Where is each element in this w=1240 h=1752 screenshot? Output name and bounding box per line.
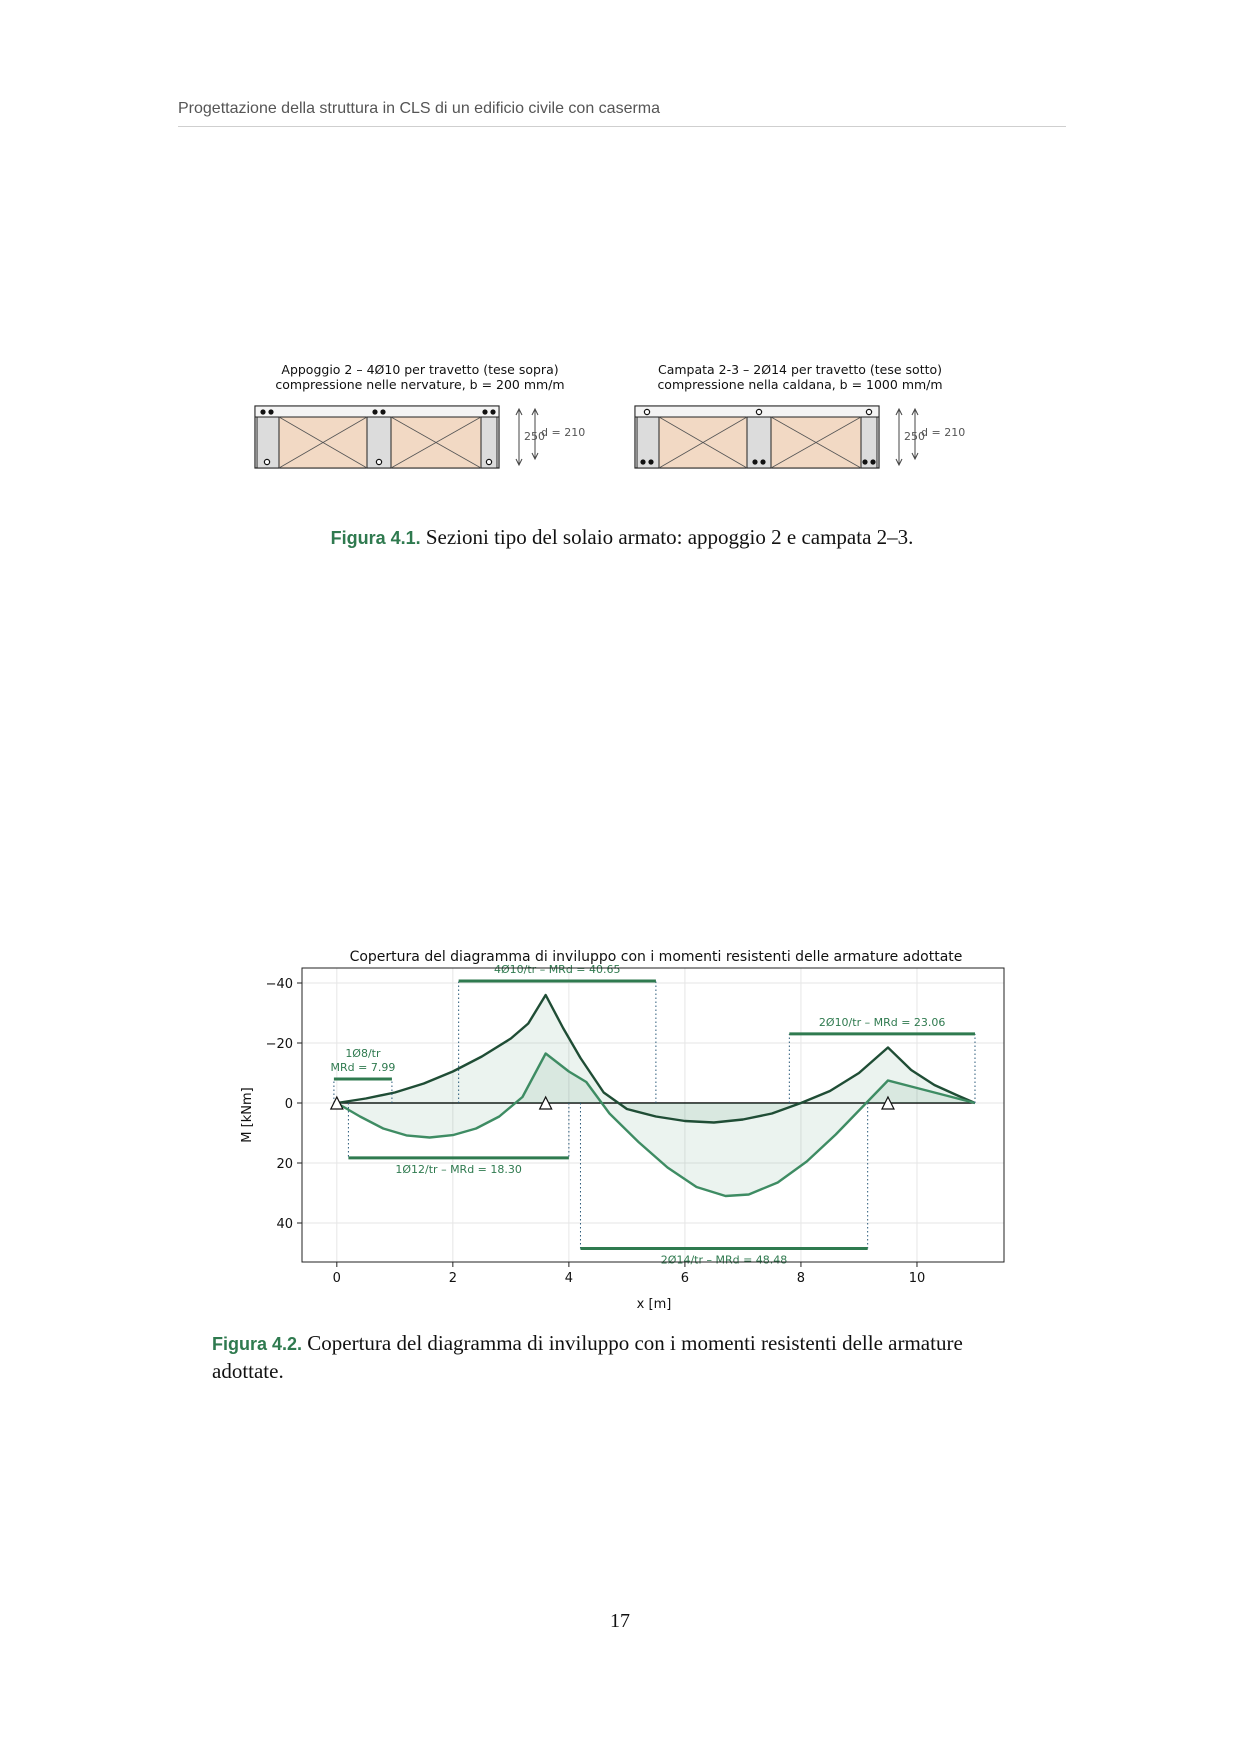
sec1-top-bar-0 [644, 409, 649, 414]
figure2-caption-text: Copertura del diagramma di inviluppo con i momenti resistenti delle armature adottate. [212, 1331, 963, 1383]
figure2-caption [212, 1330, 1032, 1385]
x-tick-label-1: 2 [448, 1271, 457, 1286]
x-tick-label-3: 6 [680, 1271, 690, 1286]
sec0-d-label: d = 210 [541, 426, 586, 439]
page-number: 17 [610, 1610, 630, 1632]
y-tick-label-1: −20 [265, 1037, 293, 1052]
sec0-bottom-bar-2 [486, 459, 491, 464]
figure1-caption-label: Figura 4.1. [330, 528, 421, 548]
sec1-bottom-bar-0b [648, 459, 653, 464]
mrd-0-label-1: 1Ø8/tr [345, 1047, 381, 1061]
sec0-top-bar-1a [372, 409, 377, 414]
sec1-bottom-bar-2a [862, 459, 867, 464]
chart-ylabel: M [kNm] [240, 1087, 255, 1143]
sec1-rib-1 [747, 417, 771, 468]
sec1-top-bar-1 [756, 409, 761, 414]
chart-title: Copertura del diagramma di inviluppo con i momenti resistenti delle armature adottate [349, 949, 963, 965]
sec1-d-label: d = 210 [921, 426, 966, 439]
mrd-2-label: 2Ø10/tr – MRd = 23.06 [818, 1015, 946, 1029]
x-tick-label-2: 4 [564, 1271, 574, 1286]
sec1-bottom-bar-1b [760, 459, 765, 464]
sec0-top-bar-0b [268, 409, 273, 414]
sec0-top-bar-2a [482, 409, 487, 414]
mrd-0-label-2: MRd = 7.99 [330, 1061, 396, 1075]
figure2-caption-label: Figura 4.2. [212, 1334, 303, 1354]
section-support-drawing [255, 406, 585, 476]
mrd-3-label: 1Ø12/tr – MRd = 18.30 [395, 1162, 522, 1176]
section-span-title-2: compressione nella caldana, b = 1000 mm/m [657, 377, 943, 392]
sec0-top-bar-2b [490, 409, 495, 414]
sec1-height-label: 250 [904, 430, 925, 443]
section-span [635, 362, 966, 443]
sec0-height-label: 250 [524, 430, 545, 443]
section-span-drawing [635, 406, 965, 476]
moment-envelope-chart [226, 940, 1016, 1312]
figure1-caption-text: Sezioni tipo del solaio armato: appoggio 2 e campata 2–3. [420, 525, 914, 549]
x-tick-label-0: 0 [332, 1271, 341, 1286]
sec1-bottom-bar-0a [640, 459, 645, 464]
sec1-bottom-bar-2b [870, 459, 875, 464]
x-tick-label-4: 8 [796, 1271, 806, 1286]
running-header: Progettazione della struttura in CLS di un edificio civile con caserma [178, 100, 1066, 127]
chart-svg [226, 940, 1016, 1312]
sec0-top-bar-0a [260, 409, 265, 414]
sec0-top-bar-1b [380, 409, 385, 414]
sec0-bottom-bar-0 [264, 459, 269, 464]
section-support-title-2: compressione nelle nervature, b = 200 mm/m [275, 377, 565, 392]
figure-sections [255, 362, 975, 487]
sec1-bottom-bar-1a [752, 459, 757, 464]
figure1-caption [178, 525, 1066, 550]
mrd-1-label: 4Ø10/tr – MRd = 40.65 [494, 963, 621, 977]
x-tick-label-5: 10 [908, 1271, 926, 1286]
y-tick-label-3: 20 [276, 1157, 293, 1172]
sec1-top-bar-2 [866, 409, 871, 414]
sec1-rib-0 [637, 417, 659, 468]
mrd-4-label: 2Ø14/tr – MRd = 48.48 [660, 1253, 788, 1267]
y-tick-label-0: −40 [265, 977, 293, 992]
sec0-bottom-bar-1 [376, 459, 381, 464]
section-support [255, 362, 586, 443]
y-tick-label-2: 0 [284, 1097, 293, 1112]
section-support-title-1: Appoggio 2 – 4Ø10 per travetto (tese sopra) [281, 362, 559, 377]
section-span-title-1: Campata 2-3 – 2Ø14 per travetto (tese sotto) [657, 362, 943, 377]
y-tick-label-4: 40 [276, 1217, 293, 1232]
chart-xlabel: x [m] [636, 1297, 672, 1312]
